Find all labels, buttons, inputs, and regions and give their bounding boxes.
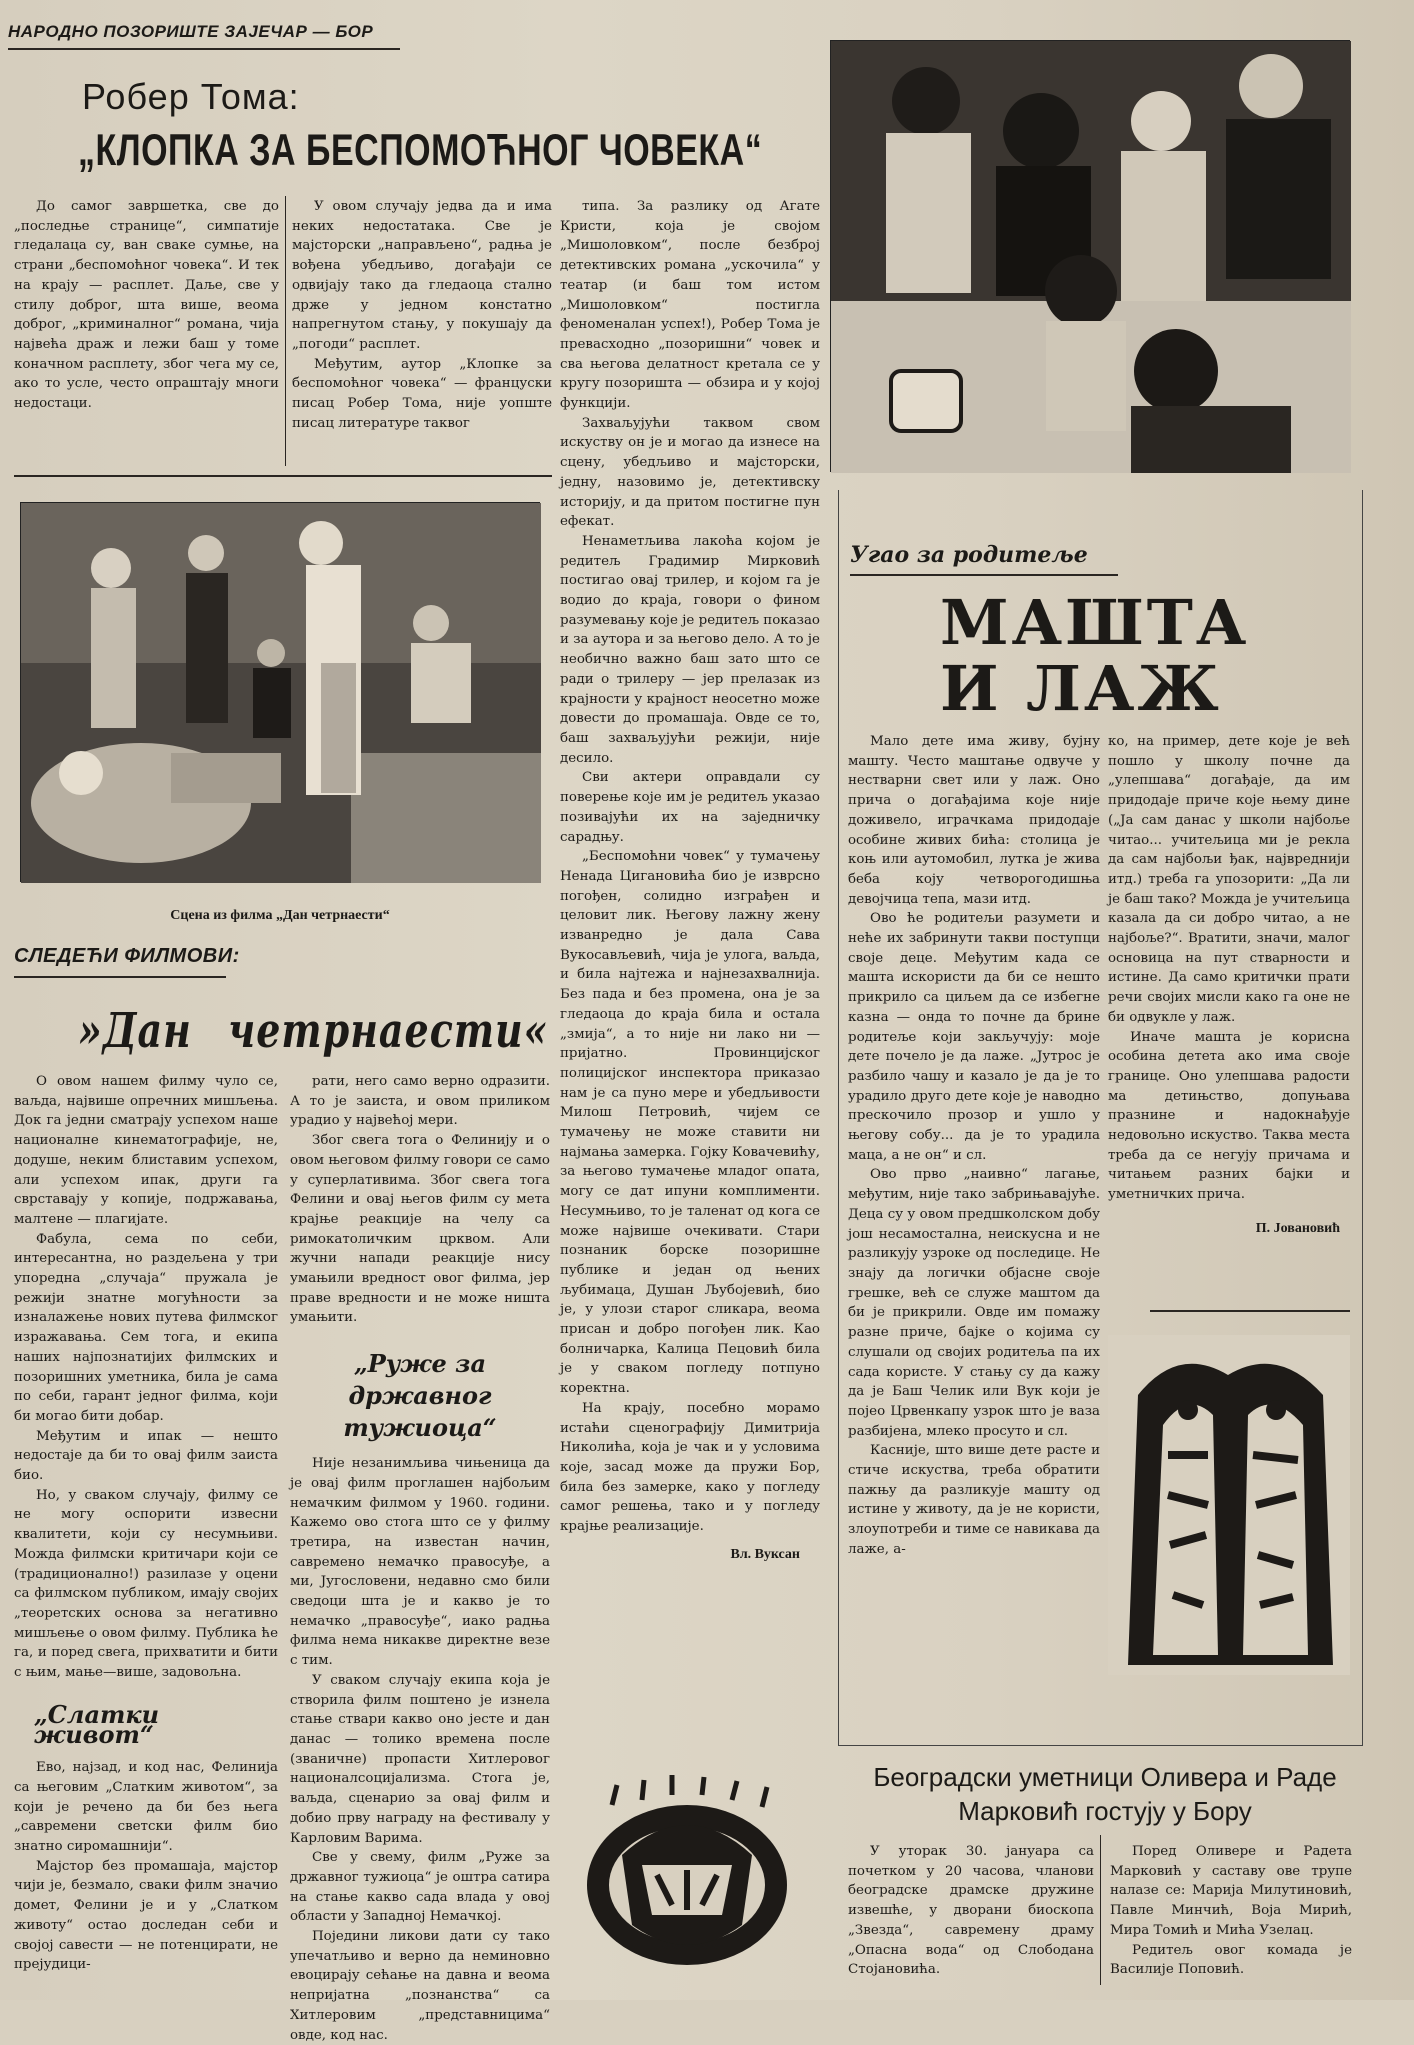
klopka-col-2: У овом случају једва да и има неких недостатака. Све је мајсторски „направљено“, радња је вођена убедљиво, догађаји се одвијају тако да гледаоца стално држе у једном констатно напрегнутом стању, у покушају да „погоди“ расплет. Међутим, аутор „Клопке за беспомоћног човека“ — француски писац Робер Тома, није уопште писац литературе таквог xyxy=(292,199,552,431)
author-line: Робер Тома: xyxy=(82,76,300,117)
workshop-photo xyxy=(830,40,1350,472)
artists-headline: Београдски уметници Оливера и Раде Марковић гостују у Бору xyxy=(873,1762,1337,1826)
masta-i-laz-title: МАШТА И ЛАЖ xyxy=(940,586,1250,725)
films-col-2: рати, него само верно одразити. А то је заиста, и овом приликом урадио у највећој мери. Због свега тога о Фелинију и о овом његовом филму говори се само у суперлативима. Због свега тога Фелини и овај његов филм су мета крајње реакције на челу са римокатоличким црквом. Али жучни напади реакције нису умањили вредност овог филма, јер праве вредности и не може ништа умањити. „Руже за државног тужиоца“ Није незанимљива чињеница да је овај филм проглашен најбољим немачким филмом у 1960. години. Кажемо ово стога што се у филму третира, на известан начин, савремено немачко правосуђе, а ми, Југословени, недавно смо били сведоци шта је и какво је то немачко „правосуђе“, иако радња филма нема никакве директне везе с тим. У сваком случају екипа која је створила филм поштено је изнела стање ствари какво оно јесте и дан данас — толико времена после (званичне) пропасти Хитлеровог националсоцијализма. Стога је, ваљда, сценарио за овај филм и добио прву награду на фестивалу у Карловим Варима. Све у свему, филм „Руже за државног тужиоца“ је оштра сатира на стање какво сада влада у овој области у Западној Немачкој. Поједини ликови дати су тако упечатљиво и верно да неминовно евоцирају сећање на давна и веома непријатна „познанства“ са Хитлеровим „представницима“ овде, код нас. xyxy=(290,1074,550,2043)
kicker: НАРОДНО ПОЗОРИШТЕ ЗАЈЕЧАР — БОР xyxy=(8,22,374,41)
artists-col-1: У уторак 30. јануара са почетком у 20 часова, чланови београдске драмске дружине извешће, у дворани биоскопа „Звезда“, савремену драму „Опасна вода“ од Слободана Стојановића. xyxy=(848,1844,1094,1978)
artists-col-2: Поред Оливере и Радета Марковић у саставу ове трупе налазе се: Марија Милутиновић, Павле Минчић, Воја Мирић, Мира Томић и Мића Узелац. Редитељ овог комада је Василије Поповић. xyxy=(1110,1844,1352,1978)
headline-klopka: „КЛОПКА ЗА БЕСПОМОЋНОГ ЧОВЕКА“ xyxy=(78,126,763,176)
dan-cetrnaesti-title: »Дан четрнаести« xyxy=(78,1002,549,1059)
woodcut-emblem-image xyxy=(572,1775,802,1975)
film-photo-caption: Сцена из филма „Дан четрнаести“ xyxy=(170,908,390,923)
parents-col-2: ко, на пример, дете које је већ пошло у школу почне да „улепшава“ догађаје, да им придодаје приче које њему дине („Ја сам данас у школи најбоље читао... учитељица ми је рекла да сам најбољи ђак, највреднији итд.) треба га упозорити: „Да ли је баш тако? Можда је учитељица казала да си добро читао, а не најбоље?“. Вратити, значи, малог основица на пут стварности и истине. Да само критички прати речи својих мисли како га оне не би одвукле у лаж. Иначе машта је корисна особина детета ако има своје границе. Оно улепшава радости ма детињство, допуњава празнине и надокнађује недовољно искуство. Таква места треба да се негују причама и читањем разних бајки и уметничких прича. П. Јовановић xyxy=(1108,732,1350,1239)
film-scene-image xyxy=(21,503,541,883)
woodcut-figures-image xyxy=(1108,1335,1350,1675)
films-col-1: О овом нашем филму чуло се, ваљда, највише опречних мишљења. Док га једни сматрају успехом наше националне кинематографије, не, додуше, неким блиставим успехом, али успехом ипак, други га сврставају у копије, подржавања, малтене — плагијате. Фабула, сема по себи, интересантна, но раздељена у три упоредна „случаја“ пружала је режији знатне могућности за изналажење нових путева филмског изражавања. Сем тога, и екипа наших најпознатијих филмских и позоришних уметника, била је сама по себи, гарант једног филма, који би могао бити добар. Међутим и ипак — нешто недостаје да би то овај филм заиста био. Но, у сваком случају, филму се не могу оспорити извесни квалитети, који су несумњиви. Можда филмски критичари који се (традиционално!) разилазе у оцени са филмском публиком, имају својих „теоретских основа за негативно мишљење о овом филму. Публика ће га, и поред свега, прихватити и бити с њим, мање—више, задовољна. „Слатки живот“ Ево, најзад, и код нас, Фелинија са његовим „Слатким животом“, за који је речено да би без њега „савремени светски филм био знатно сиромашнији“. Мајстор без промашаја, мајстор чији је, безмало, сваки филм значио домет, Фелини је и у „Слатком животу“ остао доследан себи и својој савести — не потенцирати, не прејудици- xyxy=(14,1074,278,1973)
slatki-zivot-title: „Слатки живот“ xyxy=(34,1699,160,1749)
kicker-underline xyxy=(8,48,400,50)
workshop-image xyxy=(831,41,1351,473)
woodcut-figures-illustration xyxy=(1108,1335,1350,1675)
klopka-col-1: До самог завршетка, све до „последње странице“, симпатије гледалаца су, ван сваке сумње, на страни „беспомоћног човека“. И тек на крају — расплет. Даље, све у стилу доброг, шта више, веома доброг, „криминалног“ романа, чија највећа драж и лежи баш у томе коначном расплету, због чега му се, ако то усле, често опраштају многи недостаци. xyxy=(14,199,279,412)
parents-signature: П. Јовановић xyxy=(1255,1220,1340,1236)
ruze-title: „Руже за државног тужиоца“ xyxy=(343,1349,497,1443)
parents-section-label: Угао за родитеље xyxy=(850,542,1088,568)
parents-col-1: Мало дете има живу, бујну машту. Често маштање одвуче у нестварни свет или у лаж. Оно прича о догађајима које није доживело, играчкама придодаје особине живих бића: столица је коњ или аутомобил, лутка је жива беба коју четворогодишња девојчица тепа, мази итд. Ово ће родитељи разумети и неће их забринути такви поступци своје деце. Међутим када се машта искористи да би се нешто прикрило са циљем да се избегне казна — онда то почне да брине родитеље који закључују: моје дете почело је да лаже. „Јутрос је разбило чашу и казало је да је то урадило друго дете које је наводно прескочило прозор и ушло у његову собу... да је то урадила маца, а не он“ и сл. Ово прво „наивно“ лагање, међутим, није тако забрињавајуће. Деца су у овом предшколском добу још несамостална, неискусна и не разликују узроке од последице. Не знају да логички објасне своје грешке, већ се служе маштом да би је прикрили. Овде им помажу разне приче, бајке о којима су слушали од својих родитеља па их сада користе. У стању су да кажу да је Баш Челик или Вук који је појео Црвенкапу узрок што је ваза разбијена, млеко просуто и сл. Касније, што више дете расте и стиче искуства, треба обратити пажњу да разликује машту од истине у животу, да је не користи, злоупотреби и тиме се навикава да лаже, а- xyxy=(848,734,1100,1557)
films-section-label: СЛЕДЕЋИ ФИЛМОВИ: xyxy=(14,945,240,967)
klopka-col-3: типа. За разлику од Агате Кристи, која је својом „Мишоловком“, после безброј детективских романа „ускочила“ у театар (и баш том истом „Мишоловком“ постигла феноменалан успех!), Робер Тома је превасходно „позоришни“ човек и сва његова делатност кретала се у кругу позоришта — обзира и у којој функцији. Захваљујући таквом свом искуству он је и могао да изнесе на сцену, убедљиво и мајсторски, једну, назовимо је, детективску историју, и да притом постигне пун ефекат. Ненаметљива лакоћа којом је редитељ Градимир Мирковић постигао овај трилер, и којом га је водио до краја, говори о фином разумевању које је редитељ показао и за аутора и за његово дело. А то је необично важно баш зато што се ради о трилеру — јер прелазак из крајности у крајност неосетно може довести до промашаја. Овде се то, баш захваљујући режији, није десило. Сви актери оправдали су поверење које им је редитељ указао позивајући их на заједничку сарадњу. „Беспомоћни човек“ у тумачењу Ненада Цигановића био је изврсно погођен, солидно изграђен и целовит лик. Његову лажну жену изванредно је дала Сава Вукосављевић, чија је улога, ваљда, и била најтежа и најнезахвалнија. Без пада и без промена, она је за гледаоца до краја била и остала „змија“, а то није ни лако ни — пријатно. Провинцијског полицијског инспектора приказао нам је са пуно мере и убедљивости Милош Петровић, чијем се тумачењу не може ставити ни најмања замерка. Гојку Ковачевићу, за његово тумачење младог опата, могу се дат ипуни комплименти. Несумњиво, то је таленат од кога се може највише очекивати. Стари познаник борске позоришне публике и један од њених љубимаца, Душан Љубојевић, био је, у улози старог сликара, веома присан и добро погођен лик. Као болничарка, Калица Пецовић била је у сваком погледу потпуно коректна. На крају, посебно морамо истаћи сценографију Димитрија Николића, која је чак и у условима које, засад може да пружи Бор, била без замерке, како у погледу самог решења, тако и у погледу крајње реализације. Вл. Вуксан xyxy=(560,197,820,1565)
klopka-signature: Вл. Вуксан xyxy=(730,1546,800,1562)
film-scene-photo xyxy=(20,502,540,882)
woodcut-illustration-bottom xyxy=(572,1775,802,1975)
